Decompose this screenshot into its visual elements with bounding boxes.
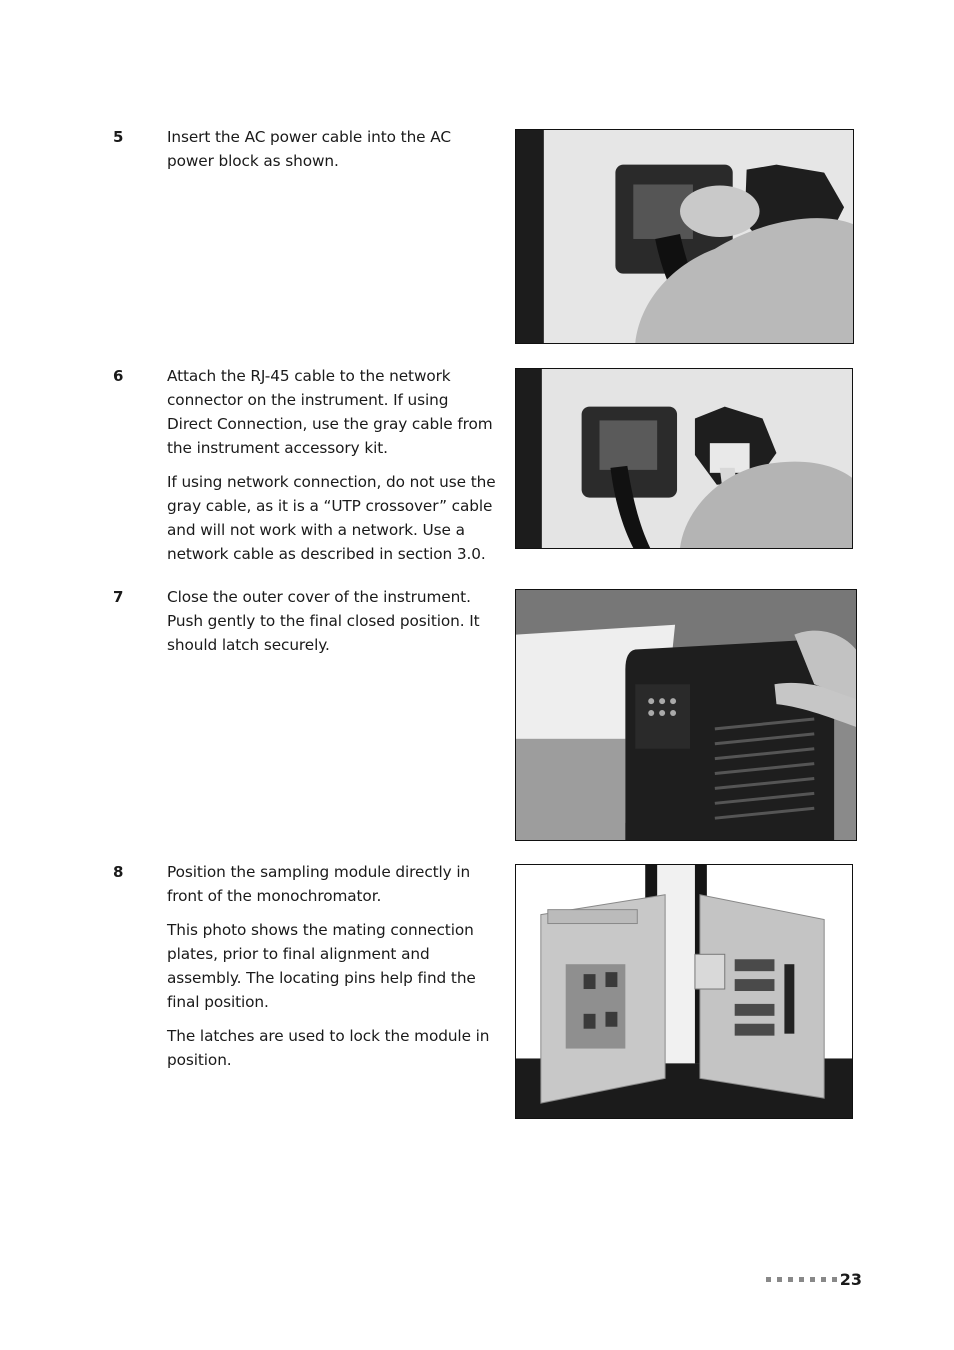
step-number: 8 bbox=[113, 863, 124, 881]
photo-ac-power-cable bbox=[515, 129, 854, 344]
step-number: 5 bbox=[113, 128, 124, 146]
paragraph: Position the sampling module directly in front of the monochromator. bbox=[167, 863, 471, 905]
photo-rj45-cable bbox=[515, 368, 853, 549]
page-number: 23 bbox=[839, 1270, 862, 1289]
paragraph: Close the outer cover of the instrument. Push gently to the final closed position. It should latch securely. bbox=[167, 588, 480, 654]
page-footer bbox=[760, 1270, 870, 1290]
paragraph: The latches are used to lock the module in position. bbox=[167, 1027, 490, 1069]
step-text bbox=[167, 364, 497, 576]
paragraph: Attach the RJ-45 cable to the network connector on the instrument. If using Direct Connection, use the gray cable from the instrument accessory kit. bbox=[167, 367, 493, 457]
footer-dots-decoration bbox=[766, 1277, 837, 1282]
step-number: 6 bbox=[113, 367, 124, 385]
paragraph: This photo shows the mating connection plates, prior to final alignment and assembly. The locating pins help find the final position. bbox=[167, 921, 476, 1011]
step-number: 7 bbox=[113, 588, 124, 606]
paragraph: Insert the AC power cable into the AC power block as shown. bbox=[167, 128, 451, 170]
step-text bbox=[167, 585, 497, 667]
photo-outer-cover bbox=[515, 589, 857, 841]
paragraph: If using network connection, do not use the gray cable, as it is a “UTP crossover” cable and will not work with a network. Use a network cable as described in section 3.0. bbox=[167, 473, 496, 563]
step-text bbox=[167, 860, 497, 1082]
photo-mating-plates bbox=[515, 864, 853, 1119]
step-text bbox=[167, 125, 497, 183]
